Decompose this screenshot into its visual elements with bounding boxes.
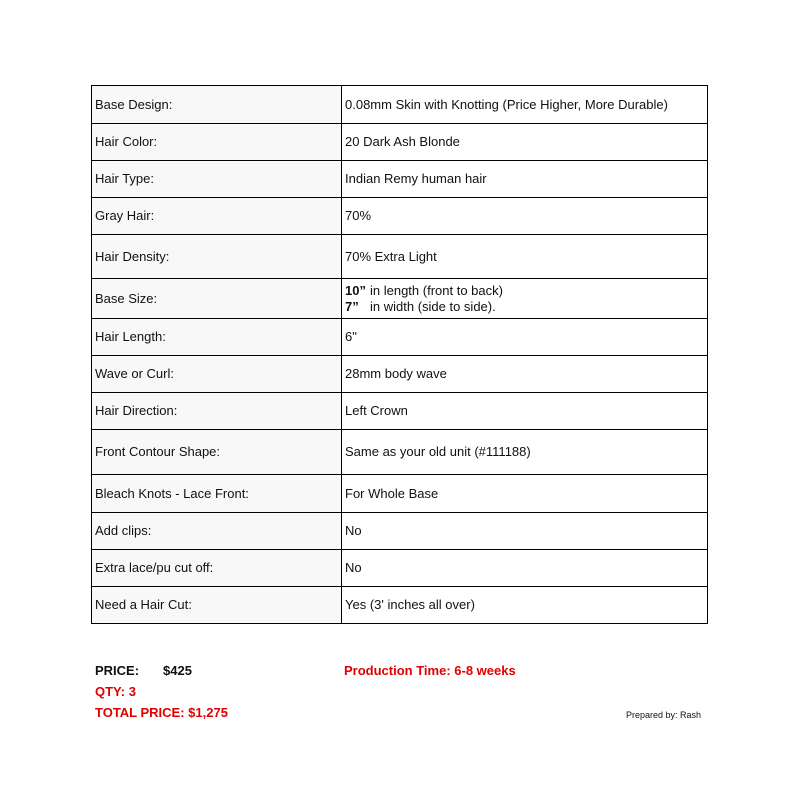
table-row-bleach-knots: [92, 475, 708, 513]
table-row-hair-cut: [92, 587, 708, 624]
table-row-extra-lace-cut-off: [92, 550, 708, 587]
base-size-value: [342, 279, 708, 319]
row-label: Add clips:: [92, 513, 342, 550]
base-size-length-number: 10”: [345, 282, 366, 298]
quantity-text: QTY: 3: [95, 684, 136, 699]
price-label: PRICE:: [95, 663, 140, 678]
base-size-width-text: in width (side to side).: [370, 298, 496, 314]
table-row-base-size: [92, 279, 708, 319]
row-label: Base Size:: [92, 279, 342, 319]
table-row-hair-color: [92, 124, 708, 161]
row-value: Indian Remy human hair: [342, 161, 708, 198]
production-time-text: Production Time: 6-8 weeks: [344, 663, 516, 678]
base-size-length-line: [345, 283, 707, 299]
row-value: Same as your old unit (#111188): [342, 430, 708, 475]
row-value: 6": [342, 319, 708, 356]
row-label: Need a Hair Cut:: [92, 587, 342, 624]
row-value: No: [342, 513, 708, 550]
total-price-text: TOTAL PRICE: $1,275: [95, 705, 228, 720]
base-size-width-number: 7”: [345, 298, 359, 314]
row-label: Base Design:: [92, 86, 342, 124]
row-label: Wave or Curl:: [92, 356, 342, 393]
row-value: No: [342, 550, 708, 587]
row-value: Left Crown: [342, 393, 708, 430]
row-label: Hair Type:: [92, 161, 342, 198]
row-label: Front Contour Shape:: [92, 430, 342, 475]
order-spec-table: [91, 85, 708, 624]
base-size-width-line: [345, 299, 707, 315]
row-value: 28mm body wave: [342, 356, 708, 393]
row-label: Bleach Knots - Lace Front:: [92, 475, 342, 513]
prepared-by-text: Prepared by: Rash: [626, 710, 702, 720]
table-row-wave-or-curl: [92, 356, 708, 393]
row-label: Extra lace/pu cut off:: [92, 550, 342, 587]
table-row-add-clips: [92, 513, 708, 550]
row-label: Hair Direction:: [92, 393, 342, 430]
table-row-base-design: [92, 86, 708, 124]
row-value: 20 Dark Ash Blonde: [342, 124, 708, 161]
row-label: Hair Color:: [92, 124, 342, 161]
row-value: For Whole Base: [342, 475, 708, 513]
row-value: Yes (3' inches all over): [342, 587, 708, 624]
row-value: 70% Extra Light: [342, 235, 708, 279]
table-row-front-contour-shape: [92, 430, 708, 475]
row-value: 70%: [342, 198, 708, 235]
table-row-hair-density: [92, 235, 708, 279]
row-label: Hair Density:: [92, 235, 342, 279]
table-row-hair-length: [92, 319, 708, 356]
base-size-length-text: in length (front to back): [370, 282, 503, 298]
row-label: Hair Length:: [92, 319, 342, 356]
table-row-gray-hair: [92, 198, 708, 235]
price-value: $425: [163, 663, 192, 678]
row-value: 0.08mm Skin with Knotting (Price Higher, More Durable): [342, 86, 708, 124]
row-label: Gray Hair:: [92, 198, 342, 235]
table-row-hair-type: [92, 161, 708, 198]
table-row-hair-direction: [92, 393, 708, 430]
